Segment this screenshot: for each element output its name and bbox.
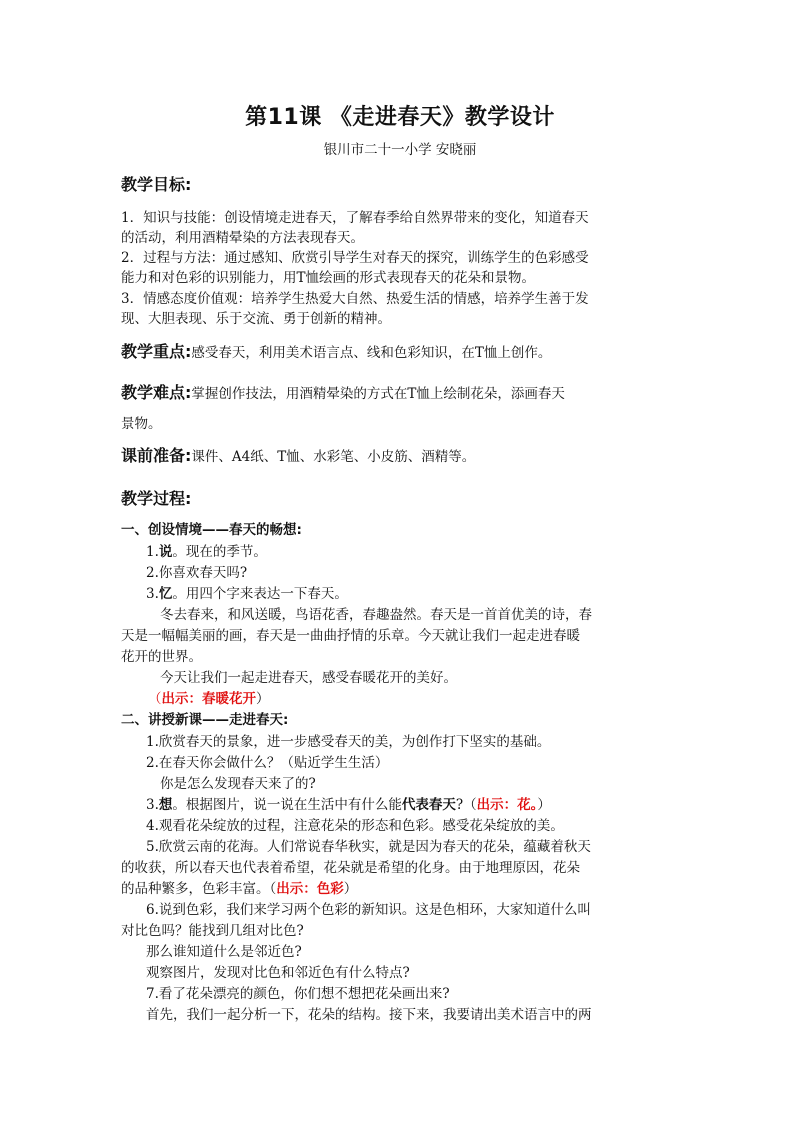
part2-item-1: 1.欣赏春天的景象，进一步感受春天的美，为创作打下坚实的基础。: [146, 734, 551, 750]
goal-line-1: 1．知识与技能：创设情境走进春天，了解春季给自然界带来的变化，知道春天: [121, 210, 589, 226]
part1-item-3-num: 3.: [146, 586, 159, 602]
goals-heading: 教学目标:: [121, 175, 192, 194]
goal-line-4: 能力和对色彩的识别能力，用T恤绘画的形式表现春天的花朵和景物。: [121, 270, 536, 286]
part1-item-3: [146, 582, 348, 602]
part2-item-6a: 6.说到色彩，我们来学习两个色彩的新知识。这是色相环，大家知道什么叫: [146, 902, 591, 918]
part1-show-open: （: [148, 691, 162, 707]
part2-item-5c-close: ）: [343, 881, 358, 897]
part2-item-3-num: 3.: [146, 797, 159, 813]
part1-item-1-text: 。现在的季节。: [172, 544, 267, 560]
part2-item-2: 2.在春天你会做什么？（贴近学生生活）: [146, 755, 389, 771]
difficult-points-text-2: 景物。: [121, 416, 162, 432]
part2-item-3-text: 。根据图片，说一说在生活中有什么能: [172, 797, 402, 813]
goal-line-3: 2．过程与方法：通过感知、欣赏引导学生对春天的探究，训练学生的色彩感受: [121, 250, 589, 266]
part2-item-6b: 对比色吗？能找到几组对比色?: [121, 923, 304, 939]
preparation-label: 课前准备:: [121, 446, 192, 465]
difficult-points-label: 教学难点:: [121, 383, 192, 402]
part1-item-2: 2.你喜欢春天吗?: [146, 565, 248, 581]
part1-item-3-text: 。用四个字来表达一下春天。: [172, 586, 348, 602]
key-points-label: 教学重点:: [121, 342, 192, 361]
part1-para-1: 冬去春来，和风送暖，鸟语花香，春趣盎然。春天是一首首优美的诗，春: [160, 607, 592, 623]
key-points-line: [121, 339, 551, 362]
preparation-text: 课件、A4纸、T恤、水彩笔、小皮筋、酒精等。: [191, 449, 476, 465]
part2-item-3-q: ?（: [455, 797, 477, 813]
part2-item-5c: [121, 877, 357, 897]
part2-item-4: 4.观看花朵绽放的过程，注意花朵的形态和色彩。感受花朵绽放的美。: [146, 818, 564, 834]
page-title: 第11课 《走进春天》教学设计: [245, 105, 555, 130]
part1-show-label: 出示：春暖花开: [161, 691, 256, 707]
part1-show-close: ）: [256, 691, 270, 707]
part1-item-1-num: 1.: [146, 544, 159, 560]
part2-item-5c-text: 的品种繁多，色彩丰富。（: [121, 881, 277, 897]
goal-line-2: 的活动，利用酒精晕染的方法表现春天。: [121, 230, 364, 246]
difficult-points-text-1: 掌握创作技法，用酒精晕染的方式在T恤上绘制花朵，添画春天: [191, 386, 565, 402]
part1-item-1: [146, 540, 267, 560]
key-points-text: 感受春天，利用美术语言点、线和色彩知识，在T恤上创作。: [191, 345, 552, 361]
part1-show-line: [148, 687, 270, 707]
part2-item-3-show: 出示：花。: [476, 797, 538, 813]
part2-item-7: 7.看了花朵漂亮的颜色，你们想不想把花朵画出来?: [146, 986, 450, 1002]
preparation-line: [121, 443, 475, 466]
part1-item-1-keyword: 说: [158, 544, 173, 560]
part2-item-3: [146, 793, 551, 813]
part2-item-2b: 你是怎么发现春天来了的?: [160, 776, 316, 792]
part2-heading: 二、讲授新课——走进春天:: [121, 712, 289, 728]
difficult-points-line: [121, 380, 565, 403]
part2-item-5b: 的收获，所以春天也代表着希望，花朵就是希望的化身。由于地理原因，花朵: [121, 860, 580, 876]
part1-heading: 一、创设情境——春天的畅想:: [121, 522, 302, 538]
part1-item-3-keyword: 忆: [158, 586, 173, 602]
part1-para-3: 花开的世界。: [121, 649, 202, 665]
part2-item-3-close: ）: [537, 797, 551, 813]
goal-line-6: 现、大胆表现、乐于交流、勇于创新的精神。: [121, 311, 391, 327]
part2-item-5a: 5.欣赏云南的花海。人们常说春华秋实，就是因为春天的花朵，蕴藏着秋天: [146, 839, 591, 855]
part2-item-6d: 观察图片，发现对比色和邻近色有什么特点?: [146, 965, 410, 981]
part2-item-3-keyword-2: 代表春天: [401, 797, 456, 813]
process-heading: 教学过程:: [121, 489, 192, 508]
part2-item-8: 首先，我们一起分析一下，花朵的结构。接下来，我要请出美术语言中的两: [146, 1007, 592, 1023]
part2-item-5c-show: 出示：色彩: [276, 881, 344, 897]
author-line: 银川市二十一小学 安晓丽: [323, 142, 477, 158]
part2-item-6c: 那么谁知道什么是邻近色?: [146, 944, 302, 960]
part1-para-4: 今天让我们一起走进春天，感受春暖花开的美好。: [160, 670, 457, 686]
goal-line-5: 3．情感态度价值观：培养学生热爱大自然、热爱生活的情感，培养学生善于发: [121, 291, 589, 307]
part2-item-3-keyword: 想: [158, 797, 173, 813]
part1-para-2: 天是一幅幅美丽的画，春天是一曲曲抒情的乐章。今天就让我们一起走进春暖: [121, 628, 580, 644]
